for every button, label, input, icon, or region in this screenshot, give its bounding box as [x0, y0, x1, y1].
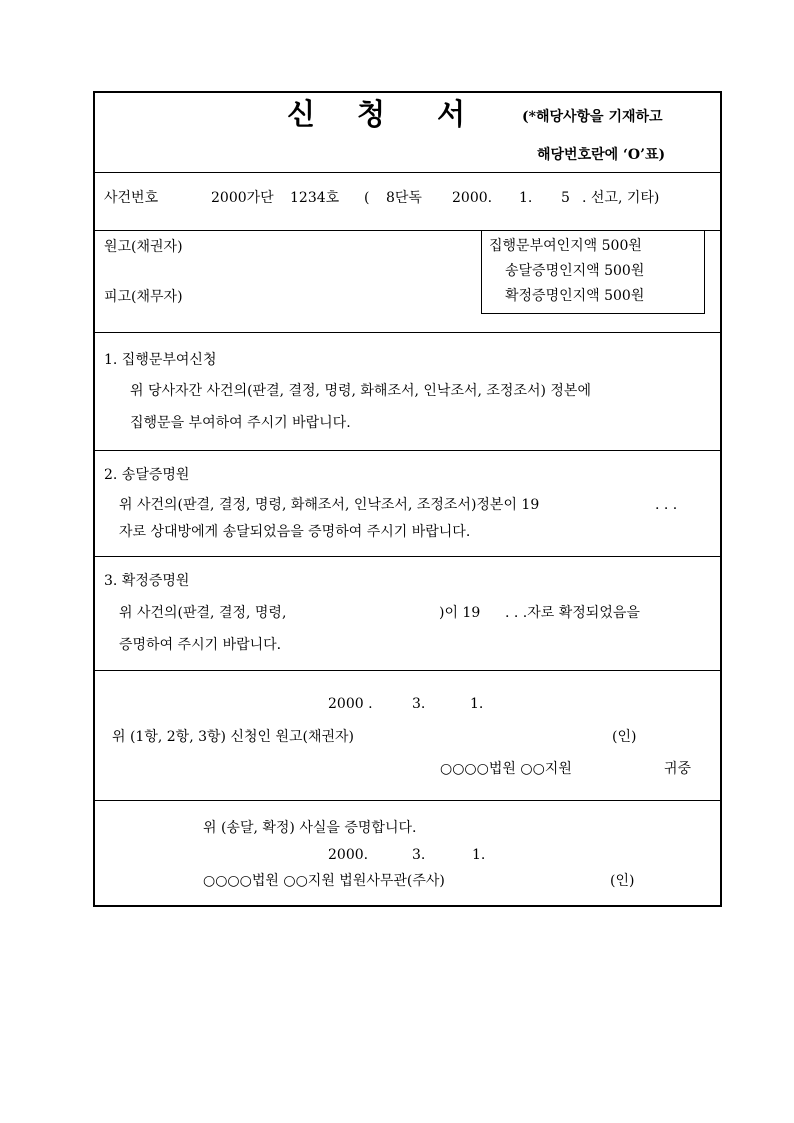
application-year: 2000 . [328, 696, 373, 712]
case-court-division: 8단독 [386, 190, 422, 206]
title-char-3: 서 [437, 97, 466, 131]
section3-line-2: 증명하여 주시기 바랍니다. [119, 637, 282, 653]
title-char-1: 신 [287, 97, 316, 131]
section3-heading: 3. 확정증명원 [104, 573, 190, 589]
section1-line-1: 위 당사자간 사건의(판결, 결정, 명령, 화해조서, 인낙조서, 조정조서) 정본에 [130, 383, 591, 399]
case-tail: . 선고, 기타) [582, 190, 660, 206]
section2-line-1: 위 사건의(판결, 결정, 명령, 화해조서, 인낙조서, 조정조서)정본이 19 [119, 497, 540, 513]
application-month: 3. [412, 696, 426, 712]
title-char-2: 청 [357, 97, 386, 131]
case-seq: 1234호 [290, 190, 340, 206]
plaintiff-label: 원고(채권자) [104, 239, 183, 255]
case-number: 2000가단 [211, 190, 274, 206]
divider-section2 [93, 556, 722, 557]
divider-parties [93, 332, 722, 333]
case-paren-open: ( [364, 190, 370, 206]
title-note-line-1: (*해당사항을 기재하고 [522, 109, 663, 125]
divider-title [93, 172, 722, 173]
certification-official: ○○○○법원 ○○지원 법원사무관(주사) [203, 873, 445, 889]
divider-section1 [93, 450, 722, 451]
case-month: 1. [519, 190, 533, 206]
title-note-line-2: 해당번호란에 ‘O’표) [537, 147, 666, 163]
section2-line-1-dots: . . . [655, 497, 678, 513]
certification-statement: 위 (송달, 확정) 사실을 증명합니다. [203, 820, 417, 836]
section2-line-2: 자로 상대방에게 송달되었음을 증명하여 주시기 바랍니다. [119, 524, 471, 540]
certification-day: 1. [472, 847, 486, 863]
fee-confirmation: 확정증명인지액 500원 [505, 288, 645, 304]
fee-execution: 집행문부여인지액 500원 [489, 238, 642, 254]
certification-seal: (인) [610, 873, 635, 889]
certification-year: 2000. [328, 847, 369, 863]
case-year: 2000. [452, 190, 493, 206]
application-day: 1. [470, 696, 484, 712]
section3-line-1b: )이 19 [439, 605, 481, 621]
divider-application [93, 800, 722, 801]
section3-line-1a: 위 사건의(판결, 결정, 명령, [119, 605, 287, 621]
addressee-honorific: 귀중 [664, 761, 692, 777]
case-number-label: 사건번호 [104, 190, 159, 206]
defendant-label: 피고(채무자) [104, 289, 183, 305]
divider-section3 [93, 670, 722, 671]
applicant-line: 위 (1항, 2항, 3항) 신청인 원고(채권자) [112, 729, 355, 745]
section3-line-1-dots: . . .자로 확정되었음을 [505, 605, 640, 621]
section1-line-2: 집행문을 부여하여 주시기 바랍니다. [130, 415, 351, 431]
applicant-seal: (인) [612, 729, 637, 745]
section1-heading: 1. 집행문부여신청 [104, 352, 217, 368]
fee-service: 송달증명인지액 500원 [505, 263, 645, 279]
case-day: 5 [561, 190, 570, 206]
certification-month: 3. [412, 847, 426, 863]
section2-heading: 2. 송달증명원 [104, 467, 190, 483]
court-addressee: ○○○○법원 ○○지원 [440, 761, 572, 777]
